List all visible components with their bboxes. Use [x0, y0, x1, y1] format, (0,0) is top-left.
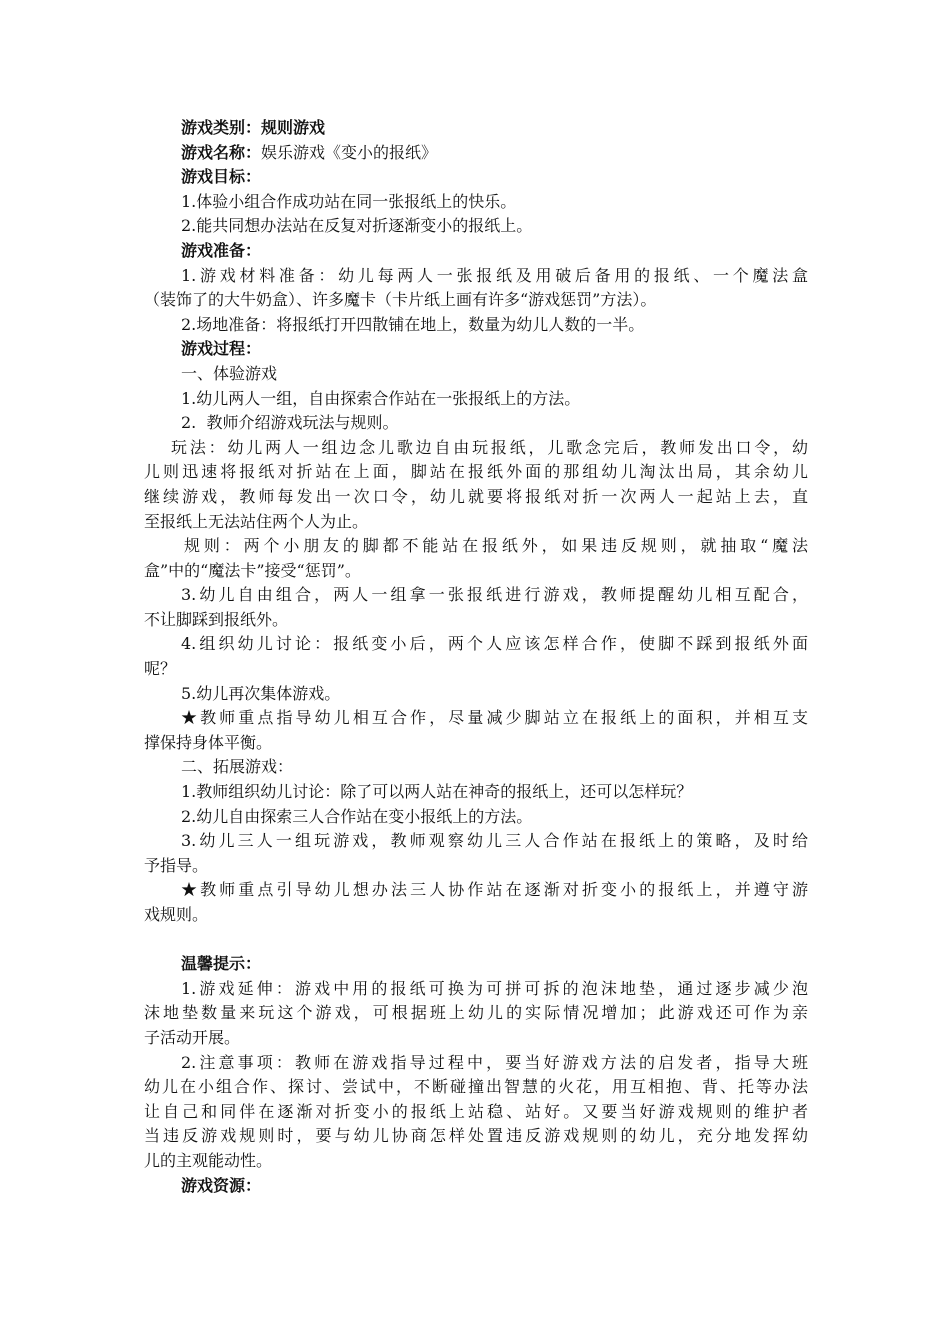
- tip-line: 幼儿在小组合作、探讨、尝试中，不断碰撞出智慧的火花，用互相抱、背、托等办法: [144, 1077, 808, 1097]
- prep-line: （装饰了的大牛奶盒）、许多魔卡（卡片纸上画有许多“游戏惩罚”方法）。: [144, 290, 657, 310]
- goal-item: 2.能共同想办法站在反复对折逐渐变小的报纸上。: [181, 216, 533, 236]
- prep-line: 2.场地准备：将报纸打开四散铺在地上，数量为幼儿人数的一半。: [181, 314, 645, 334]
- star-note: ★教师重点指导幼儿相互合作，尽量减少脚站立在报纸上的面积，并相互支: [181, 708, 808, 728]
- tips-heading: 温馨提示：: [181, 954, 262, 974]
- category-label: 游戏类别：: [181, 118, 262, 137]
- prep-line: 1.游戏材料准备：幼儿每两人一张报纸及用破后备用的报纸、一个魔法盒: [181, 265, 808, 285]
- star-note: 撑保持身体平衡。: [144, 732, 273, 752]
- tip-line: 1.游戏延伸：游戏中用的报纸可换为可拼可拆的泡沫地垫，通过逐步减少泡: [181, 978, 808, 998]
- play-line: 至报纸上无法站住两个人为止。: [144, 511, 369, 531]
- rule-line: 规则：两个小朋友的脚都不能站在报纸外，如果违反规则，就抽取“魔法: [184, 536, 808, 556]
- extension-item: 3.幼儿三人一组玩游戏，教师观察幼儿三人合作站在报纸上的策略，及时给: [181, 831, 808, 851]
- play-line: 继续游戏，教师每发出一次口令，幼儿就要将报纸对折一次两人一起站上去，直: [144, 486, 808, 506]
- name-value: 娱乐游戏《变小的报纸》: [261, 142, 438, 162]
- goal-item: 1.体验小组合作成功站在同一张报纸上的快乐。: [181, 191, 517, 211]
- tip-line: 沫地垫数量来玩这个游戏，可根据班上幼儿的实际情况增加；此游戏还可作为亲: [144, 1003, 808, 1023]
- rule-line: 盒”中的“魔法卡”接受“惩罚”。: [144, 560, 361, 580]
- process-item: 呢？: [144, 659, 177, 679]
- star-note: 戏规则。: [144, 905, 209, 924]
- tip-line: 儿的主观能动性。: [144, 1150, 273, 1170]
- resources-heading: 游戏资源：: [181, 1175, 262, 1195]
- extension-item: 予指导。: [144, 855, 209, 875]
- play-line: 儿则迅速将报纸对折站在上面，脚站在报纸外面的那组幼儿淘汰出局，其余幼儿: [144, 462, 808, 482]
- prep-heading: 游戏准备：: [181, 240, 262, 260]
- name-line: [144, 141, 808, 166]
- extension-item: 1.教师组织幼儿讨论：除了可以两人站在神奇的报纸上，还可以怎样玩？: [181, 782, 693, 802]
- section-title: 一、体验游戏: [181, 363, 278, 383]
- section-title: 二、拓展游戏：: [181, 757, 294, 777]
- play-line: 玩法：幼儿两人一组边念儿歌边自由玩报纸，儿歌念完后，教师发出口令，幼: [171, 437, 808, 457]
- process-heading: 游戏过程：: [181, 339, 262, 359]
- process-item: 2. 教师介绍游戏玩法与规则。: [181, 413, 399, 433]
- extension-item: 2.幼儿自由探索三人合作站在变小报纸上的方法。: [181, 806, 533, 826]
- process-item: 1.幼儿两人一组，自由探索合作站在一张报纸上的方法。: [181, 388, 581, 408]
- tip-line: 当违反游戏规则时，要与幼儿协商怎样处置违反游戏规则的幼儿，充分地发挥幼: [144, 1126, 808, 1146]
- tip-line: 子活动开展。: [144, 1027, 241, 1047]
- process-item: 5.幼儿再次集体游戏。: [181, 683, 341, 703]
- category-line: [144, 116, 808, 141]
- tip-line: 让自己和同伴在逐渐对折变小的报纸上站稳、站好。又要当好游戏规则的维护者: [144, 1101, 808, 1121]
- tip-line: 2.注意事项：教师在游戏指导过程中，要当好游戏方法的启发者，指导大班: [181, 1052, 808, 1072]
- category-value: 规则游戏: [261, 118, 326, 137]
- document-page: [144, 116, 808, 1198]
- process-item: 不让脚踩到报纸外。: [144, 609, 289, 629]
- process-item: 3.幼儿自由组合，两人一组拿一张报纸进行游戏，教师提醒幼儿相互配合，: [181, 585, 808, 605]
- process-item: 4.组织幼儿讨论：报纸变小后，两个人应该怎样合作，使脚不踩到报纸外面: [181, 634, 808, 654]
- name-label: 游戏名称：: [181, 142, 262, 162]
- star-note: ★教师重点引导幼儿想办法三人协作站在逐渐对折变小的报纸上，并遵守游: [181, 880, 808, 900]
- goals-heading: 游戏目标：: [181, 167, 262, 187]
- spacer: [144, 928, 808, 953]
